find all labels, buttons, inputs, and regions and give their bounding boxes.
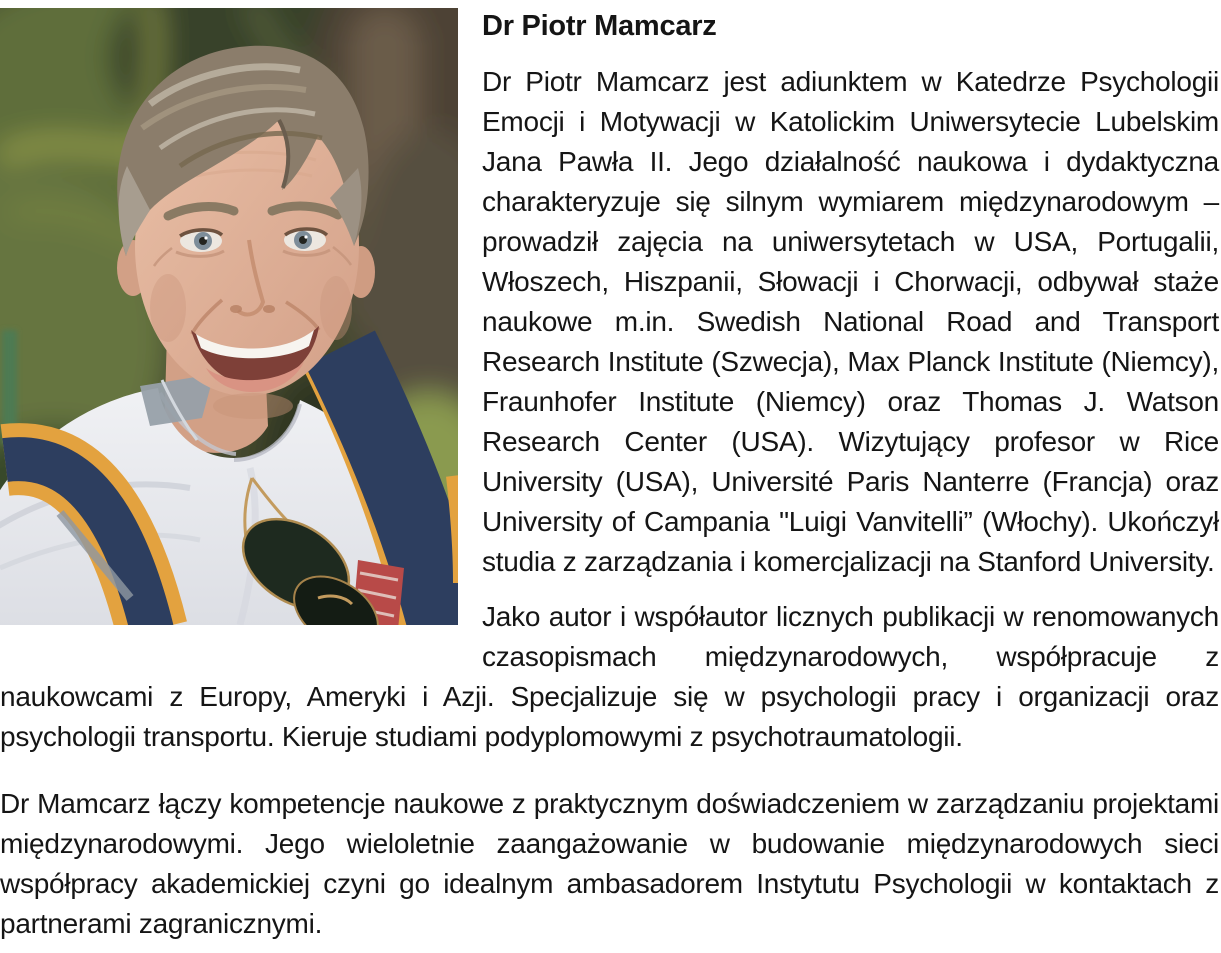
bio-paragraph-3: Dr Mamcarz łączy kompetencje naukowe z praktycznym doświadczeniem w zarządzaniu projektami międzynarodowymi. Jego wieloletnie zaangażowanie w budowanie międzynarodowych sieci współpracy akademickiej czyni go idealnym ambasadorem Instytutu Psychologii w kontaktach z partnerami zagranicznymi. — [0, 788, 1219, 939]
page-title: Dr Piotr Mamcarz — [482, 10, 717, 42]
bio-document — [0, 8, 1221, 953]
bio-paragraph-2: Jako autor i współautor licznych publikacji w renomowanych czasopismach międzynarodowych, współpracuje z naukowcami z Europy, Ameryki i Azji. Specjalizuje się w psychologii pracy i organizacji oraz psychologii transportu. Kieruje studiami podyplomowymi z psychotraumatologii. — [0, 601, 1219, 752]
profile-photo — [0, 8, 458, 625]
portrait-photo-illustration — [0, 8, 458, 625]
bio-paragraph-1: Dr Piotr Mamcarz jest adiunktem w Katedrze Psychologii Emocji i Motywacji w Katolickim Uniwersytecie Lubelskim Jana Pawła II. Jego działalność naukowa i dydaktyczna charakteryzuje się silnym wymiarem międzynarodowym – prowadził zajęcia na uniwersytetach w USA, Portugalii, Włoszech, Hiszpanii, Słowacji i Chorwacji, odbywał staże naukowe m.in. Swedish National Road and Transport Research Institute (Szwecja), Max Planck Institute (Niemcy), Fraunhofer Institute (Niemcy) oraz Thomas J. Watson Research Center (USA). Wizytujący profesor w Rice University (USA), Université Paris Nanterre (Francja) oraz University of Campania "Luigi Vanvitelli” (Włochy). Ukończył studia z zarządzania i komercjalizacji na Stanford University. — [482, 66, 1219, 577]
